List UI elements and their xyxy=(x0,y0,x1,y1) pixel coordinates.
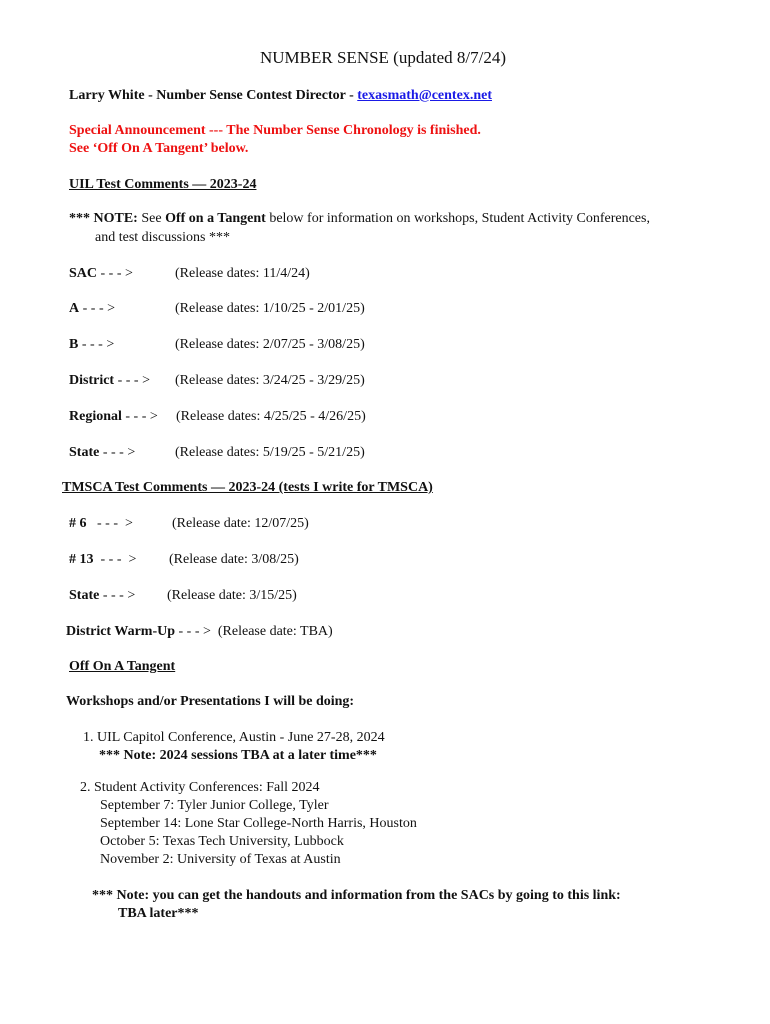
uil-note-see: See xyxy=(141,211,166,226)
warmup-label: District Warm-Up xyxy=(66,624,175,639)
tmsca-row-state xyxy=(69,587,135,605)
uil-row-district xyxy=(69,372,150,390)
row-label: A xyxy=(69,301,80,316)
row-label: SAC xyxy=(69,266,98,281)
row-label: Regional xyxy=(69,409,122,424)
tmsca-row-6 xyxy=(69,515,133,533)
row-label: State xyxy=(69,445,100,460)
tmsca-row-13-dates: (Release date: 3/08/25) xyxy=(169,552,299,567)
tangent-heading: Off On A Tangent xyxy=(69,659,176,674)
uil-row-b-dates: (Release dates: 2/07/25 - 3/08/25) xyxy=(175,337,365,352)
uil-note-line-2: and test discussions *** xyxy=(95,230,230,245)
conference-item: November 2: University of Texas at Austin xyxy=(100,852,341,867)
row-arrow: - - - > xyxy=(79,301,116,316)
row-label: # 6 xyxy=(69,516,87,531)
warmup-dates: - - - > (Release date: TBA) xyxy=(175,624,333,639)
tmsca-heading: TMSCA Test Comments — 2023-24 (tests I write for TMSCA) xyxy=(62,480,433,495)
uil-row-regional-dates: (Release dates: 4/25/25 - 4/26/25) xyxy=(176,409,366,424)
row-arrow: - - - > xyxy=(78,337,115,352)
uil-note-line-1 xyxy=(69,210,650,228)
uil-row-a xyxy=(69,300,115,318)
page-title: NUMBER SENSE (updated 8/7/24) xyxy=(260,48,507,67)
uil-row-state-dates: (Release dates: 5/19/25 - 5/21/25) xyxy=(175,445,365,460)
row-arrow: - - - > xyxy=(86,516,133,531)
uil-note-rest: below for information on workshops, Student Activity Conferences, xyxy=(265,211,650,226)
row-label: # 13 xyxy=(69,552,94,567)
conference-item: October 5: Texas Tech University, Lubbock xyxy=(100,834,344,849)
workshop-item-1: 1. UIL Capitol Conference, Austin - June 27-28, 2024 xyxy=(83,730,385,745)
workshops-heading: Workshops and/or Presentations I will be doing: xyxy=(66,694,355,709)
director-line xyxy=(69,87,492,105)
row-label: B xyxy=(69,337,79,352)
director-text: Larry White - Number Sense Contest Director - xyxy=(69,88,358,103)
announcement-line-2: See ‘Off On A Tangent’ below. xyxy=(69,141,249,156)
tmsca-warmup xyxy=(66,623,333,641)
workshop-item-1-note: *** Note: 2024 sessions TBA at a later time*** xyxy=(99,748,377,763)
row-arrow: - - - > xyxy=(114,373,150,388)
uil-row-b xyxy=(69,336,114,354)
row-arrow: - - - > xyxy=(99,445,136,460)
uil-note-tangent: Off on a Tangent xyxy=(165,211,266,226)
conference-item: September 7: Tyler Junior College, Tyler xyxy=(100,798,329,813)
uil-heading: UIL Test Comments — 2023-24 xyxy=(69,177,257,192)
tmsca-row-13 xyxy=(69,551,136,569)
tmsca-row-state-dates: (Release date: 3/15/25) xyxy=(167,588,297,603)
uil-row-a-dates: (Release dates: 1/10/25 - 2/01/25) xyxy=(175,301,365,316)
announcement-line-1: Special Announcement --- The Number Sense Chronology is finished. xyxy=(69,123,481,138)
row-label: State xyxy=(69,588,100,603)
uil-note-prefix: *** NOTE: xyxy=(69,211,142,226)
row-label: District xyxy=(69,373,115,388)
row-arrow: - - - > xyxy=(121,409,158,424)
uil-row-sac-dates: (Release dates: 11/4/24) xyxy=(175,266,310,281)
workshop-item-2: 2. Student Activity Conferences: Fall 2024 xyxy=(80,780,320,795)
uil-row-sac xyxy=(69,265,133,283)
uil-row-regional xyxy=(69,408,158,426)
director-email-link[interactable]: texasmath@centex.net xyxy=(357,88,492,103)
conference-item: September 14: Lone Star College-North Harris, Houston xyxy=(100,816,417,831)
final-note-line-2: TBA later*** xyxy=(118,906,199,921)
row-arrow: - - - > xyxy=(99,588,136,603)
row-arrow: - - - > xyxy=(97,266,133,281)
uil-row-district-dates: (Release dates: 3/24/25 - 3/29/25) xyxy=(175,373,365,388)
tmsca-row-6-dates: (Release date: 12/07/25) xyxy=(172,516,309,531)
row-arrow: - - - > xyxy=(93,552,137,567)
uil-row-state xyxy=(69,444,135,462)
final-note-line-1: *** Note: you can get the handouts and information from the SACs by going to this link: xyxy=(92,888,621,903)
